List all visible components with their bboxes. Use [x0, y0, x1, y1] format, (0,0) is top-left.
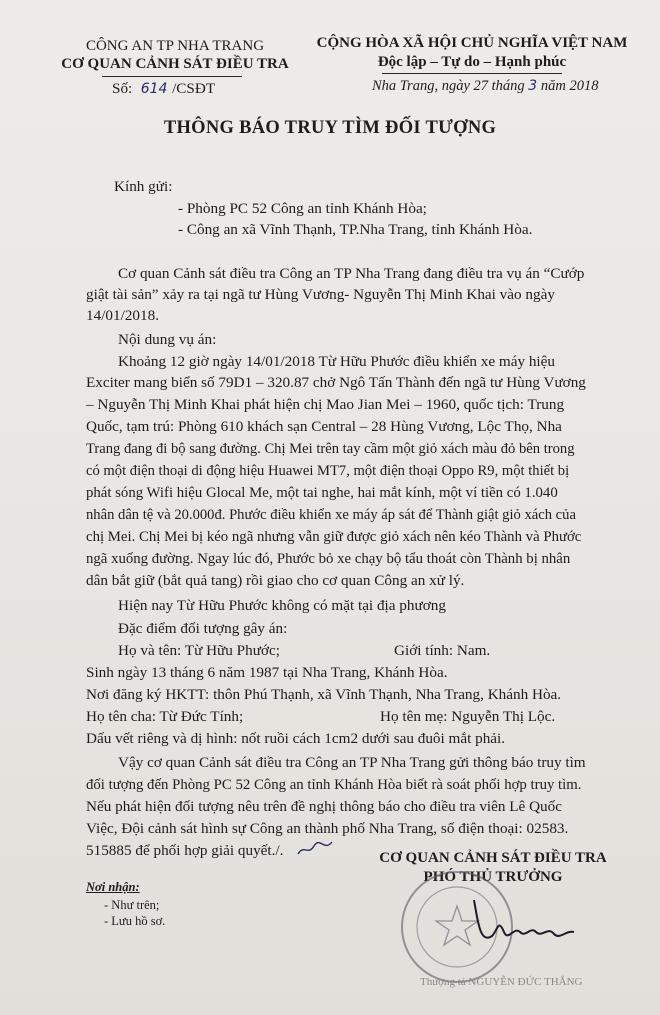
footer-recipient-1: - Như trên;: [104, 898, 160, 912]
document-number-suffix: /CSĐT: [172, 80, 216, 97]
signature-icon: [468, 892, 578, 954]
recipient-2: - Công an xã Vĩnh Thạnh, TP.Nha Trang, tỉnh Khánh Hòa.: [178, 221, 533, 238]
footer-recipients-heading: Nơi nhận:: [86, 880, 140, 894]
document-number-handwritten: 614: [140, 81, 168, 97]
footer-recipient-2: - Lưu hồ sơ.: [104, 914, 166, 928]
case-line-1: Khoảng 12 giờ ngày 14/01/2018 Từ Hữu Phước điều khiển xe máy hiệu: [118, 353, 555, 370]
document-title: THÔNG BÁO TRUY TÌM ĐỐI TƯỢNG: [163, 118, 497, 138]
case-heading: Nội dung vụ án:: [118, 331, 217, 348]
suspect-mother: Họ tên mẹ: Nguyễn Thị Lộc.: [380, 708, 556, 725]
case-line-7: phát sóng Wifi hiệu Glocal Me, một tai nghe, hai mắt kính, một ví tiền có 1.040: [86, 485, 558, 501]
issue-date: [372, 78, 598, 95]
suspect-gender: Giới tính: Nam.: [394, 642, 491, 659]
closing-line-1: Vậy cơ quan Cảnh sát điều tra Công an TP Nha Trang gửi thông báo truy tìm: [118, 754, 586, 771]
case-line-2: Exciter mang biển số 79D1 – 320.87 chở Ngô Tấn Thành đến ngã tư Hùng Vương: [86, 374, 586, 391]
signature-org: CƠ QUAN CẢNH SÁT ĐIỀU TRA: [379, 850, 607, 866]
nation-motto: Độc lập – Tự do – Hạnh phúc: [377, 54, 567, 70]
recipient-1: - Phòng PC 52 Công an tỉnh Khánh Hòa;: [178, 200, 427, 217]
issue-date-month: 3: [528, 78, 538, 94]
closing-line-4: Việc, Đội cảnh sát hình sự Công an thành phố Nha Trang, số điện thoại: 02583.: [86, 820, 569, 837]
case-line-4: Quốc, tạm trú: Phòng 610 khách sạn Central – 28 Hùng Vương, Lộc Thọ, Nha: [86, 418, 562, 435]
document-number-prefix: Số:: [112, 80, 133, 97]
motto-underline: [382, 73, 562, 74]
case-line-11: dân bắt giữ (bắt quả tang) rồi giao cho cơ quan Công an xử lý.: [86, 572, 465, 589]
closing-line-5: 515885 để phối hợp giải quyết./.: [86, 842, 284, 859]
suspect-name: Họ và tên: Từ Hữu Phước;: [118, 642, 280, 659]
intro-line-2: giật tài sản” xảy ra tại ngã tư Hùng Vương- Nguyễn Thị Minh Khai vào ngày: [86, 286, 555, 303]
signer-name: Thượng tá NGUYỄN ĐỨC THẮNG: [420, 976, 583, 988]
issue-date-prefix: Nha Trang, ngày 27 tháng: [372, 78, 525, 94]
case-line-8: nhân dân tệ và 20.000đ. Phước điều khiển xe máy áp sát để Thành giật giỏ xách của: [86, 507, 576, 523]
closing-line-2: đối tượng đến Phòng PC 52 Công an tỉnh Khánh Hòa biết rà soát phối hợp truy tìm.: [86, 777, 582, 793]
current-status: Hiện nay Từ Hữu Phước không có mặt tại địa phương: [118, 597, 446, 614]
initials-scribble-icon: [296, 836, 336, 860]
case-line-10: ngã xuống đường. Ngay lúc đó, Phước bỏ xe chạy bộ tẩu thoát còn Thành bị nhân: [86, 551, 571, 567]
signature-role: PHÓ THỦ TRƯỞNG: [423, 869, 563, 885]
document-number: [112, 79, 215, 100]
salutation: Kính gửi:: [114, 178, 173, 195]
case-line-9: chị Mei. Chị Mei bị kéo ngã nhưng vẫn giữ được giỏ xách nên kéo Thành và Phước: [86, 529, 582, 545]
closing-line-3: Nếu phát hiện đối tượng nêu trên đề nghị thông báo cho điều tra viên Lê Quốc: [86, 798, 562, 815]
suspect-marks: Dấu vết riêng và dị hình: nốt ruồi cách 1cm2 dưới sau đuôi mắt phải.: [86, 730, 506, 747]
nation-name: CỘNG HÒA XÃ HỘI CHỦ NGHĨA VIỆT NAM: [316, 35, 628, 51]
issuer-agency: CƠ QUAN CẢNH SÁT ĐIỀU TRA: [61, 56, 289, 72]
intro-line-3: 14/01/2018.: [86, 307, 159, 324]
suspect-birth: Sinh ngày 13 tháng 6 năm 1987 tại Nha Trang, Khánh Hòa.: [86, 664, 448, 681]
suspect-registration: Nơi đăng ký HKTT: thôn Phú Thạnh, xã Vĩnh Thạnh, Nha Trang, Khánh Hòa.: [86, 686, 562, 703]
suspect-father: Họ tên cha: Từ Đức Tính;: [86, 708, 244, 725]
issuer-underline-bar: [102, 76, 242, 77]
case-line-5: Trang đang đi bộ sang đường. Chị Mei trên tay cầm một giỏ xách màu đỏ bên trong: [86, 441, 575, 457]
intro-line-1: Cơ quan Cảnh sát điều tra Công an TP Nha Trang đang điều tra vụ án “Cướp: [118, 265, 585, 282]
case-line-3: – Nguyễn Thị Minh Khai phát hiện chị Mao Jian Mei – 1960, quốc tịch: Trung: [86, 396, 565, 413]
suspect-heading: Đặc điểm đối tượng gây án:: [118, 620, 288, 637]
issue-date-suffix: năm 2018: [540, 78, 599, 94]
issuer-parent-agency: CÔNG AN TP NHA TRANG: [85, 38, 265, 54]
case-line-6: có một điện thoại di động hiệu Huawei MT7, một điện thoại Oppo R9, một thiết bị: [86, 463, 570, 479]
